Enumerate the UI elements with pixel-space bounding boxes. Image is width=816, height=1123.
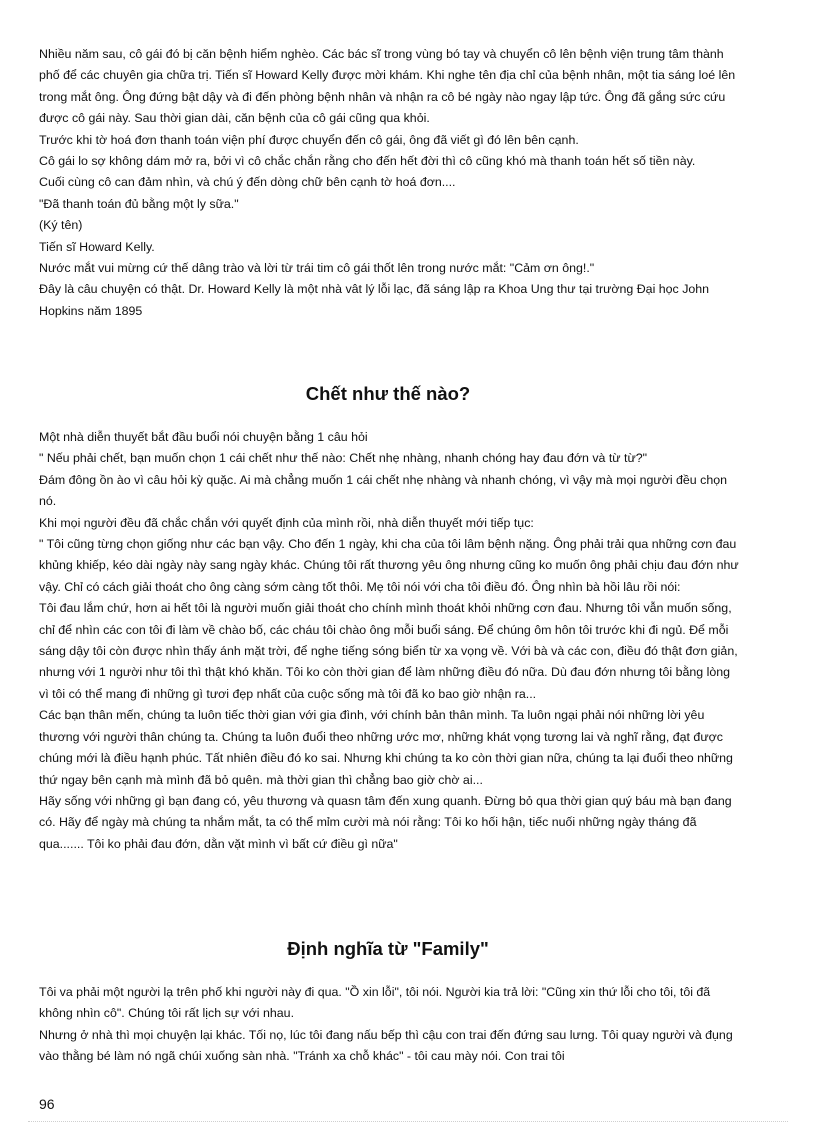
paragraph: Đám đông ồn ào vì câu hỏi kỳ quặc. Ai mà chẳng muốn 1 cái chết nhẹ nhàng và nhanh chóng, vì vậy mà mọi người đều chọn nó. — [39, 472, 728, 509]
paragraph: Tôi va phải một người lạ trên phố khi người này đi qua. "Ồ xin lỗi", tôi nói. Người kia trả lời: "Cũng xin thứ lỗi cho tôi, tôi đã không nhìn cô". Chúng tôi rất lịch sự với nhau. — [39, 985, 711, 1021]
paragraph: " Nếu phải chết, bạn muốn chọn 1 cái chết như thế nào: Chết nhẹ nhàng, nhanh chóng hay đau đớn và từ từ?" — [39, 451, 648, 466]
story-how-to-die — [39, 427, 739, 855]
paragraph: "Đã thanh toán đủ bằng một ly sữa." — [39, 196, 239, 211]
paragraph: Các bạn thân mến, chúng ta luôn tiếc thời gian với gia đình, với chính bản thân mình. Ta luôn ngại phải nói những lời yêu thương với người thân chúng ta. Chúng ta luôn đuổi theo những ước mơ, những khát vọng tương lai và nghĩ rằng, đạt được chúng mới là điều hạnh phúc. Tất nhiên điều đó ko sai. Nhưng khi chúng ta ko còn thời gian nữa, chúng ta lại đuổi theo những thứ ngay bên cạnh mà mình đã bỏ quên. mà thời gian thì chẳng bao giờ chờ ai... — [39, 708, 733, 787]
paragraph: " Tôi cũng từng chọn giống như các bạn vậy. Cho đến 1 ngày, khi cha của tôi lâm bệnh nặng. Ông phải trải qua những cơn đau khủng khiếp, kéo dài ngày này sang ngày khác. Chúng tôi rất thương yêu ông nhưng cũng ko muốn ông phải chịu đau đớn như vậy. Chỉ có cách giải thoát cho ông càng sớm càng tốt thôi. Mẹ tôi nói với cha tôi điều đó. Ông nhìn bà hồi lâu rồi nói: — [39, 537, 739, 594]
story-continuation — [39, 44, 739, 322]
section-title-family: Định nghĩa từ "Family" — [287, 938, 489, 959]
paragraph: Cô gái lo sợ không dám mở ra, bởi vì cô chắc chắn rằng cho đến hết đời thì cô cũng khó mà thanh toán hết số tiền này. — [39, 154, 696, 169]
paragraph: Nhưng ở nhà thì mọi chuyện lại khác. Tối nọ, lúc tôi đang nấu bếp thì cậu con trai đến đứng sau lưng. Tôi quay người và đụng vào thằng bé làm nó ngã chúi xuống sàn nhà. "Tránh xa chỗ khác" - tôi cau mày nói. Con trai tôi — [39, 1027, 733, 1064]
paragraph: Trước khi tờ hoá đơn thanh toán viện phí được chuyển đến cô gái, ông đã viết gì đó lên bên cạnh. — [39, 132, 579, 147]
paragraph: Một nhà diễn thuyết bắt đầu buổi nói chuyện bằng 1 câu hỏi — [39, 430, 368, 444]
paragraph: Tiến sĩ Howard Kelly. — [39, 239, 155, 254]
section-title-how-to-die: Chết như thế nào? — [305, 383, 471, 404]
footer-divider — [28, 1121, 788, 1122]
paragraph: Đây là câu chuyện có thật. Dr. Howard Kelly là một nhà vât lý lỗi lạc, đã sáng lập ra Khoa Ung thư tại trường Đại học John Hopkins năm 1895 — [39, 282, 710, 318]
paragraph: (Ký tên) — [39, 218, 83, 233]
story-family — [39, 982, 739, 1068]
paragraph: Khi mọi người đều đã chắc chắn với quyết định của mình rồi, nhà diễn thuyết mới tiếp tục: — [39, 515, 534, 530]
paragraph: Nhiều năm sau, cô gái đó bị căn bệnh hiểm nghèo. Các bác sĩ trong vùng bó tay và chuyển cô lên bệnh viện trung tâm thành phố để các chuyên gia chữa trị. Tiến sĩ Howard Kelly được mời khám. Khi nghe tên địa chỉ của bệnh nhân, một tia sáng loé lên trong mắt ông. Ông đứng bật dậy và đi đến phòng bệnh nhân và nhận ra cô bé ngày nào ngay lập tức. Ông đã gắng sức cứu được cô gái này. Sau thời gian dài, căn bệnh của cô gái cũng qua khỏi. — [39, 47, 736, 126]
paragraph: Nước mắt vui mừng cứ thế dâng trào và lời từ trái tim cô gái thốt lên trong nước mắt: "Cảm ơn ông!." — [39, 261, 595, 276]
paragraph: Tôi đau lắm chứ, hơn ai hết tôi là người muốn giải thoát cho chính mình thoát khỏi những cơn đau. Nhưng tôi vẫn muốn sống, chỉ để nhìn các con tôi đi làm về chào bố, các cháu tôi chào ông mỗi buổi sáng. Để chúng ôm hôn tôi trước khi đi ngủ. Để mỗi sáng dậy tôi còn được nhìn thấy ánh mặt trời, để nghe tiếng sóng biển từ xa vọng về. Với bà và các con, điều đó thật đơn giản, nhưng với 1 người như tôi thì thật khó khăn. Tôi ko còn thời gian để làm những điều đó nữa. Dù đau đớn nhưng tôi bằng lòng vì tôi có thể mang đi những gì tươi đẹp nhất của cuộc sống mà tôi đã ko bao giờ nhận ra... — [39, 601, 738, 701]
paragraph: Cuối cùng cô can đảm nhìn, và chú ý đến dòng chữ bên cạnh tờ hoá đơn.... — [39, 175, 456, 190]
paragraph: Hãy sống với những gì bạn đang có, yêu thương và quasn tâm đến xung quanh. Đừng bỏ qua thời gian quý báu mà bạn đang có. Hãy để ngày mà chúng ta nhắm mắt, ta có thể mỉm cười mà nói rằng: Tôi ko hối hận, tiếc nuối những ngày tháng đã qua....... Tôi ko phải đau đớn, dằn vặt mình vì bất cứ điều gì nữa" — [39, 793, 732, 851]
page-number: 96 — [39, 1096, 55, 1112]
